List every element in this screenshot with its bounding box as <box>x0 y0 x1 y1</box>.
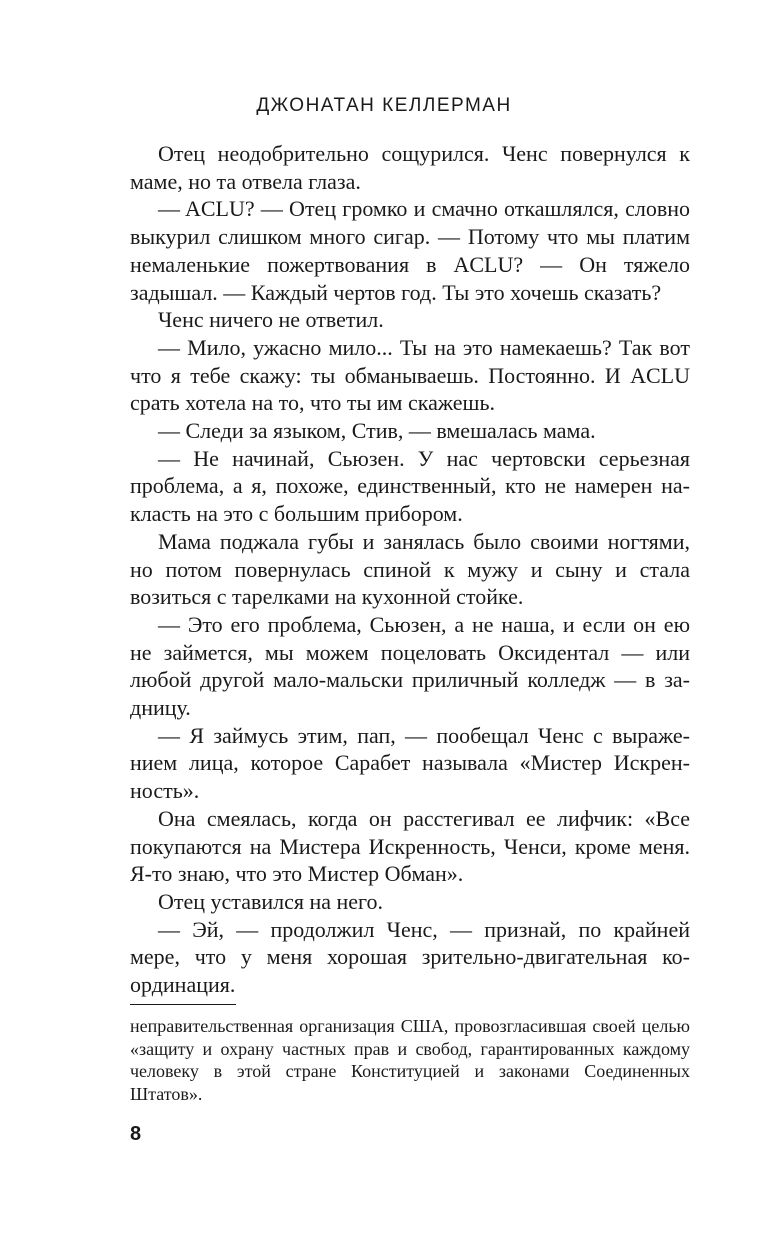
paragraph: — Я займусь этим, пап, — пообещал Ченс с выражением лица, которое Сарабет называла «Мистер Искренность». <box>130 722 690 804</box>
paragraph: Отец неодобрительно сощурился. Ченс повернулся к маме, но та отвела глаза. <box>130 141 690 194</box>
paragraph: Мама поджала губы и занялась было своими ногтями, но потом повернулась спиной к мужу и сыну и стала возиться с тарелками на кухонной стойке. <box>130 528 690 610</box>
footnote-text: неправительственная организация США, провозгласившая своей целью «защиту и охрану частных прав и свобод, гарантированных каждому человеку в этой стране Конституцией и законами Соединенных Штатов». <box>130 1016 690 1104</box>
footnote-separator <box>130 1004 236 1005</box>
paragraph: Ченс ничего не ответил. <box>158 307 384 333</box>
paragraph: — Эй, — продолжил Ченс, — признай, по крайней мере, что у меня хорошая зрительно-двигательная координация. <box>130 916 690 998</box>
paragraph: — ACLU? — Отец громко и смачно откашлялся, словно выкурил слишком много сигар. — Потому что мы платим немаленькие пожертвования в ACLU? — Он тяжело задышал. — Каждый чертов год. Ты это хочешь сказать? <box>130 196 690 305</box>
paragraph: Отец уставился на него. <box>158 888 384 914</box>
paragraph: Она смеялась, когда он расстегивал ее лифчик: «Все покупаются на Мистера Искренность, Ченси, кроме меня. Я-то знаю, что это Мистер Обман». <box>130 805 690 887</box>
footnote <box>130 1015 690 1105</box>
paragraph: — Не начинай, Сьюзен. У нас чертовски серьезная проблема, а я, похоже, единственный, кто не намерен накласть на это с большим прибором. <box>130 445 690 527</box>
page-number: 8 <box>130 1123 142 1145</box>
running-head: ДЖОНАТАН КЕЛЛЕРМАН <box>256 95 512 116</box>
paragraph: — Это его проблема, Сьюзен, а не наша, и если он ею не займется, мы можем поцеловать Оксидентал — или любой другой мало-мальски приличный колледж — в задницу. <box>130 611 690 721</box>
paragraph: — Мило, ужасно мило... Ты на это намекаешь? Так вот что я тебе скажу: ты обманываешь. Постоянно. И ACLU срать хотела на то, что ты им скажешь. <box>130 334 690 416</box>
paragraph: — Следи за языком, Стив, — вмешалась мама. <box>158 418 596 444</box>
main-text <box>130 140 690 999</box>
